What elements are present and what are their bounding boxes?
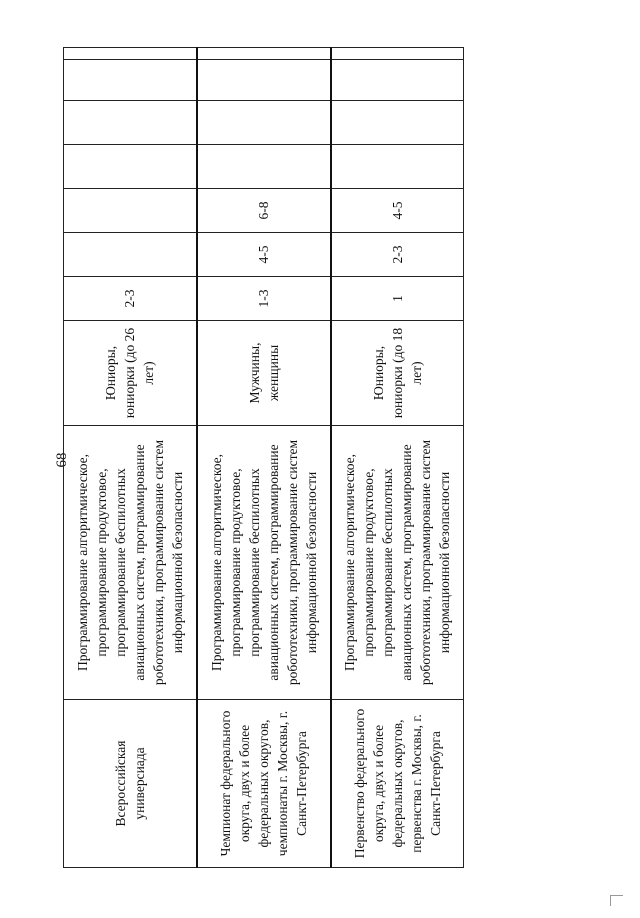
place-cell bbox=[197, 48, 331, 60]
place-cell bbox=[197, 60, 331, 101]
table-row bbox=[64, 48, 197, 868]
place-cell: 4-5 bbox=[197, 233, 331, 277]
place-cell: 1-3 bbox=[197, 277, 331, 321]
place-cell: 2-3 bbox=[64, 277, 197, 321]
place-cell bbox=[331, 145, 464, 189]
disciplines-cell: Программирование алгоритмическое, программирование продуктовое, программирование беспилотных авиационных систем, программирование робототехники, программирование систем информационной безопасности bbox=[197, 426, 331, 700]
page-number: 68 bbox=[54, 452, 70, 468]
place-cell bbox=[331, 101, 464, 145]
competition-table-wrapper bbox=[63, 48, 463, 868]
age-group-cell: Юниоры, юниорки (до 18 лет) bbox=[331, 321, 464, 426]
age-group-cell: Юниоры, юниорки (до 26 лет) bbox=[64, 321, 197, 426]
place-cell: 6-8 bbox=[197, 189, 331, 233]
place-cell bbox=[64, 48, 197, 60]
event-cell: Чемпионат федерального округа, двух и более федеральных округов, чемпионаты г. Москвы, г. Санкт-Петербурга bbox=[197, 700, 331, 868]
place-cell bbox=[64, 145, 197, 189]
scan-corner-mark bbox=[610, 895, 623, 906]
place-cell bbox=[197, 145, 331, 189]
place-cell bbox=[64, 233, 197, 277]
place-cell bbox=[331, 60, 464, 101]
place-cell bbox=[197, 101, 331, 145]
disciplines-cell: Программирование алгоритмическое, программирование продуктовое, программирование беспилотных авиационных систем, программирование робототехники, программирование систем информационной безопасности bbox=[331, 426, 464, 700]
table-row bbox=[331, 48, 464, 868]
age-group-cell: Мужчины, женщины bbox=[197, 321, 331, 426]
place-cell: 1 bbox=[331, 277, 464, 321]
event-cell: Всероссийская универсиада bbox=[64, 700, 197, 868]
disciplines-cell: Программирование алгоритмическое, программирование продуктовое, программирование беспилотных авиационных систем, программирование робототехники, программирование систем информационной безопасности bbox=[64, 426, 197, 700]
place-cell: 4-5 bbox=[331, 189, 464, 233]
competition-table bbox=[63, 47, 464, 868]
place-cell bbox=[64, 101, 197, 145]
table-row bbox=[197, 48, 331, 868]
event-cell: Первенство федерального округа, двух и более федеральных округов, первенства г. Москвы, г. Санкт-Петербурга bbox=[331, 700, 464, 868]
place-cell: 2-3 bbox=[331, 233, 464, 277]
place-cell bbox=[64, 189, 197, 233]
place-cell bbox=[331, 48, 464, 60]
place-cell bbox=[64, 60, 197, 101]
